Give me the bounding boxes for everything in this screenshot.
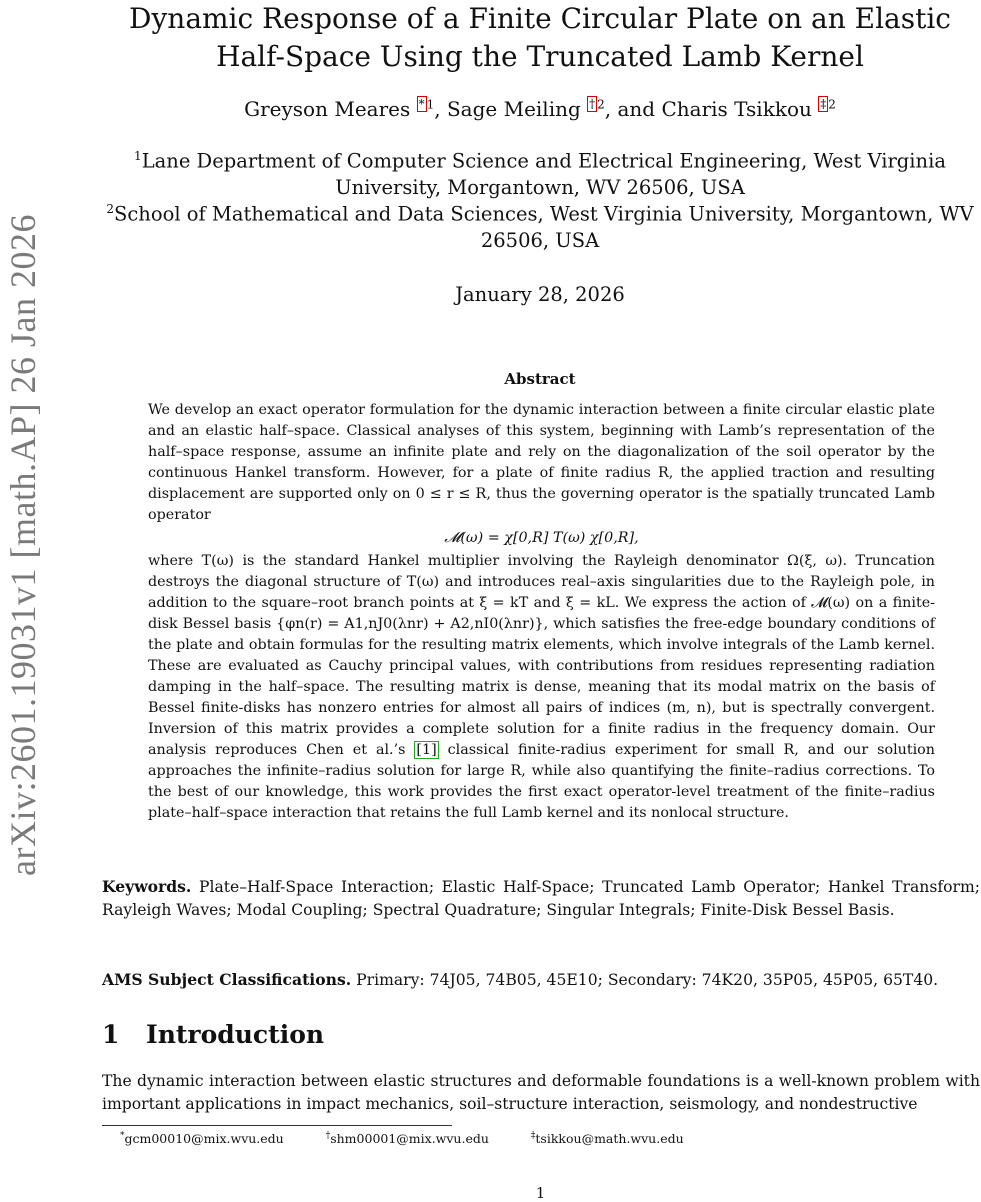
footnote: ‡tsikkou@math.wvu.edu bbox=[530, 1131, 684, 1147]
footnote-link[interactable]: † bbox=[589, 97, 596, 112]
citation-link[interactable]: [1] bbox=[416, 742, 437, 758]
abstract-equation: 𝓜(ω) = χ[0,R] T(ω) χ[0,R], bbox=[444, 530, 639, 546]
section-heading bbox=[102, 1020, 324, 1049]
footnote-link[interactable]: ‡ bbox=[820, 97, 827, 112]
abstract-text: where T(ω) is the standard Hankel multiplier involving the Rayleigh denominator Ω(ξ, ω). Truncation destroys the diagonal structure of T(ω) and introduces real–axis singularities due to the Rayleigh pole, in addition to the square–root branch points at ξ = kT and ξ = kL. We express the action of 𝓜(ω) on a finite-disk Bessel basis {φn(r) = A1,nJ0(λnr) + A2,nI0(λnr)}, which satisfies the free-edge boundary conditions of the plate and obtain formulas for the resulting matrix elements, which involve integrals of the Lamb kernel. These are evaluated as Cauchy principal values, with contributions from residues representing radiation damping in the half–space. The resulting matrix is dense, meaning that its modal matrix on the basis of Bessel finite-disks has nonzero entries for almost all pairs of indices (m, n), but is spectrally convergent. Inversion of this matrix provides a complete solution for a finite radius in the frequency domain. Our analysis reproduces Chen et al.’s bbox=[148, 553, 935, 758]
affiliation-number: 1 bbox=[134, 149, 142, 163]
keywords-text: Plate–Half-Space Interaction; Elastic Half-Space; Truncated Lamb Operator; Hankel Transform; Rayleigh Waves; Modal Coupling; Spectral Quadrature; Singular Integrals; Finite-Disk Bessel Basis. bbox=[102, 878, 980, 919]
affiliation-number: 1 bbox=[426, 97, 435, 112]
page-number: 1 bbox=[535, 1184, 546, 1202]
abstract-paragraph bbox=[148, 551, 935, 824]
abstract-text: classical finite-radius experiment for small R, and our solution approaches the infinite–radius solution for large R, while also quantifying the finite–radius corrections. To the best of our knowledge, this work provides the first exact operator-level treatment of the finite–radius plate–half–space interaction that retains the full Lamb kernel and its nonlocal structure. bbox=[148, 742, 935, 821]
keywords-label: Keywords. bbox=[102, 877, 192, 896]
affiliation-1 bbox=[100, 143, 980, 201]
affiliation-line: University, Morgantown, WV 26506, USA bbox=[335, 175, 745, 199]
affiliation-number: 2 bbox=[597, 97, 605, 112]
title-line-2: Half-Space Using the Truncated Lamb Kernel bbox=[216, 40, 864, 73]
affiliation-2 bbox=[100, 196, 980, 254]
affiliation-line: School of Mathematical and Data Sciences, West Virginia University, Morgantown, WV bbox=[114, 202, 974, 226]
title-line-1: Dynamic Response of a Finite Circular Plate on an Elastic bbox=[129, 2, 951, 35]
abstract-paragraph: We develop an exact operator formulation for the dynamic interaction between a finite circular elastic plate and an elastic half–space. Classical analyses of this system, beginning with Lamb’s representation of the half–space response, assume an infinite plate and rely on the diagonalization of the soil operator by the continuous Hankel transform. However, for a plate of finite radius R, the applied traction and resulting displacement are supported only on 0 ≤ r ≤ R, thus the governing operator is the spatially truncated Lamb operator bbox=[148, 402, 935, 523]
abstract-body bbox=[148, 400, 935, 824]
arxiv-sidebar-stamp: arXiv:2601.19031v1 [math.AP] 26 Jan 2026 bbox=[3, 214, 43, 876]
ams-text: Primary: 74J05, 74B05, 45E10; Secondary: 74K20, 35P05, 45P05, 65T40. bbox=[356, 971, 939, 989]
intro-paragraph: The dynamic interaction between elastic structures and deformable foundations is a well-known problem with important applications in impact mechanics, soil–structure interaction, seismology, and nondestructive bbox=[102, 1072, 980, 1113]
ams-classifications bbox=[102, 970, 980, 989]
keywords bbox=[102, 875, 980, 922]
footnote-rule bbox=[102, 1125, 452, 1126]
ams-label: AMS Subject Classifications. bbox=[102, 970, 352, 989]
footnote-link[interactable]: * bbox=[418, 97, 425, 112]
section-title: Introduction bbox=[146, 1020, 325, 1049]
publication-date: January 28, 2026 bbox=[455, 283, 625, 306]
footnote: †shm00001@mix.wvu.edu bbox=[325, 1131, 489, 1147]
paper-title bbox=[100, 0, 980, 76]
author-name: Sage Meiling bbox=[446, 97, 581, 121]
section-number: 1 bbox=[102, 1020, 120, 1049]
footnotes bbox=[120, 1131, 722, 1146]
author-list: Greyson Meares $^{* 1}$, Sage Meiling $^{\dagger 2}$, and Charis Tsikkou $^{\ddagger 2}$ bbox=[244, 97, 836, 121]
affiliation-line: Lane Department of Computer Science and Electrical Engineering, West Virginia bbox=[141, 149, 946, 173]
abstract-heading: Abstract bbox=[504, 370, 576, 388]
affiliation-number: 2 bbox=[106, 202, 115, 216]
author-name: Greyson Meares bbox=[244, 97, 411, 121]
author-name: Charis Tsikkou bbox=[661, 97, 812, 121]
footnote: *gcm00010@mix.wvu.edu bbox=[120, 1131, 284, 1147]
affiliation-number: 2 bbox=[828, 97, 836, 112]
affiliation-line: 26506, USA bbox=[480, 228, 600, 252]
